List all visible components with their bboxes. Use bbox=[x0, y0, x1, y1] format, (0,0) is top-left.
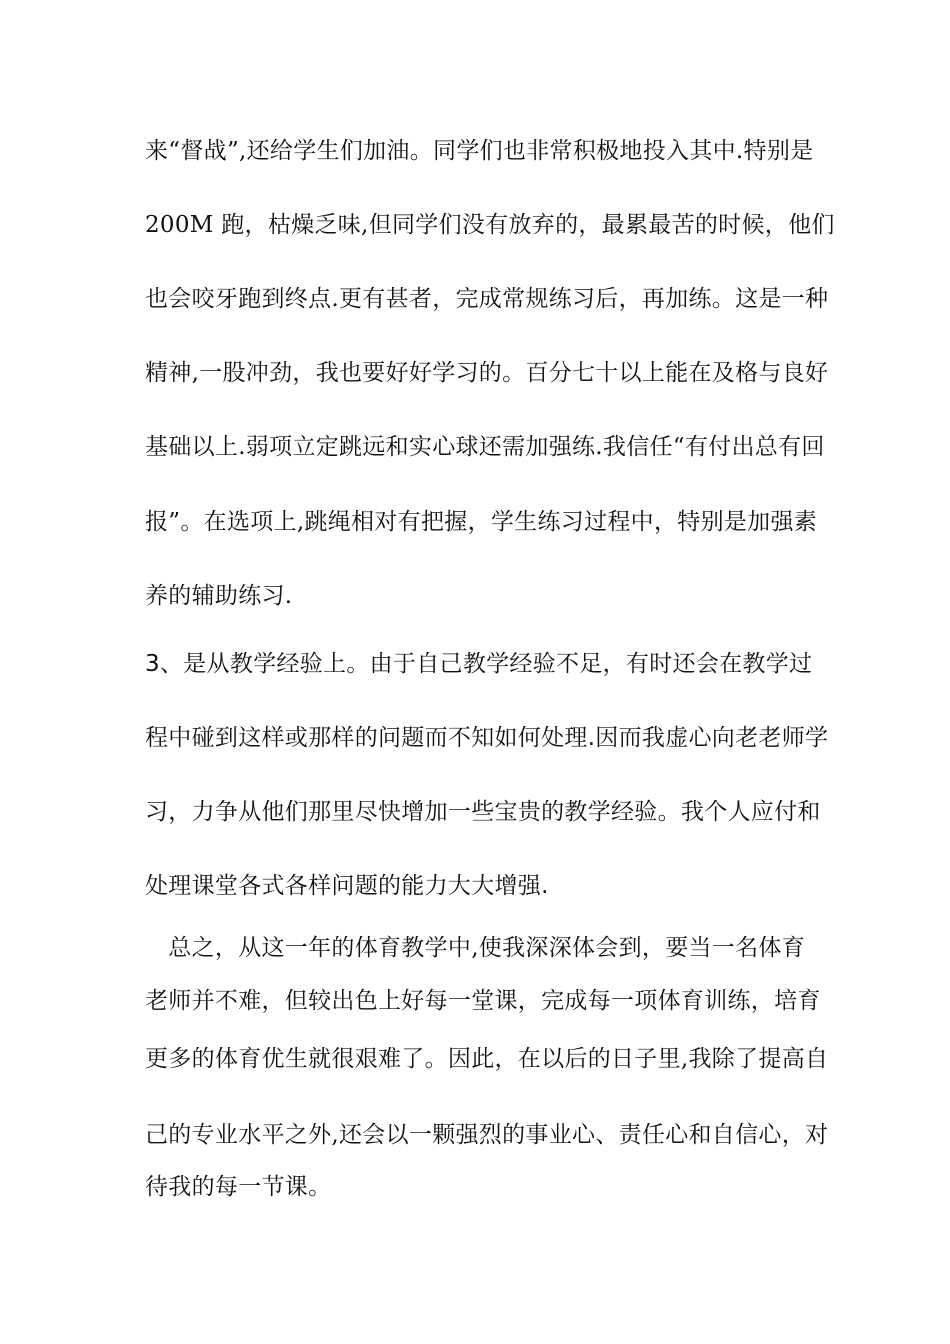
conclusion-line: 老师并不难，但较出色上好每一堂课，完成每一项体育训练，培育 bbox=[145, 988, 821, 1014]
section-line: 处理课堂各式各样问题的能力大大增强. bbox=[145, 873, 549, 899]
conclusion-line: 己的专业水平之外,还会以一颗强烈的事业心、责任心和自信心，对 bbox=[145, 1122, 829, 1148]
section-line: 程中碰到这样或那样的问题而不知如何处理.因而我虚心向老老师学 bbox=[145, 725, 829, 751]
section-line: 习，力争从他们那里尽快增加一些宝贵的教学经验。我个人应付和 bbox=[145, 799, 821, 825]
paragraph-line: 养的辅助练习. bbox=[145, 583, 293, 609]
conclusion-line: 更多的体育优生就很艰难了。因此，在以后的日子里,我除了提高自 bbox=[145, 1046, 829, 1072]
paragraph-line: 也会咬牙跑到终点.更有甚者，完成常规练习后，再加练。这是一种 bbox=[145, 286, 829, 312]
paragraph-line: 精神,一股冲劲，我也要好好学习的。百分七十以上能在及格与良好 bbox=[145, 360, 829, 386]
section-heading-line: 3、是从教学经验上。由于自己教学经验不足，有时还会在教学过 bbox=[145, 651, 813, 677]
paragraph-line: 报”。在选项上,跳绳相对有把握，学生练习过程中，特别是加强素 bbox=[145, 509, 818, 535]
conclusion-line: 待我的每一节课。 bbox=[145, 1174, 332, 1200]
conclusion-line: 总之，从这一年的体育教学中,使我深深体会到，要当一名体育 bbox=[145, 935, 806, 961]
paragraph-line: 200M 跑，枯燥乏味,但同学们没有放弃的，最累最苦的时候，他们 bbox=[145, 212, 835, 238]
paragraph-line: 基础以上.弱项立定跳远和实心球还需加强练.我信任“有付出总有回 bbox=[145, 434, 825, 460]
paragraph-line: 来“督战”,还给学生们加油。同学们也非常积极地投入其中.特别是 bbox=[145, 138, 814, 164]
